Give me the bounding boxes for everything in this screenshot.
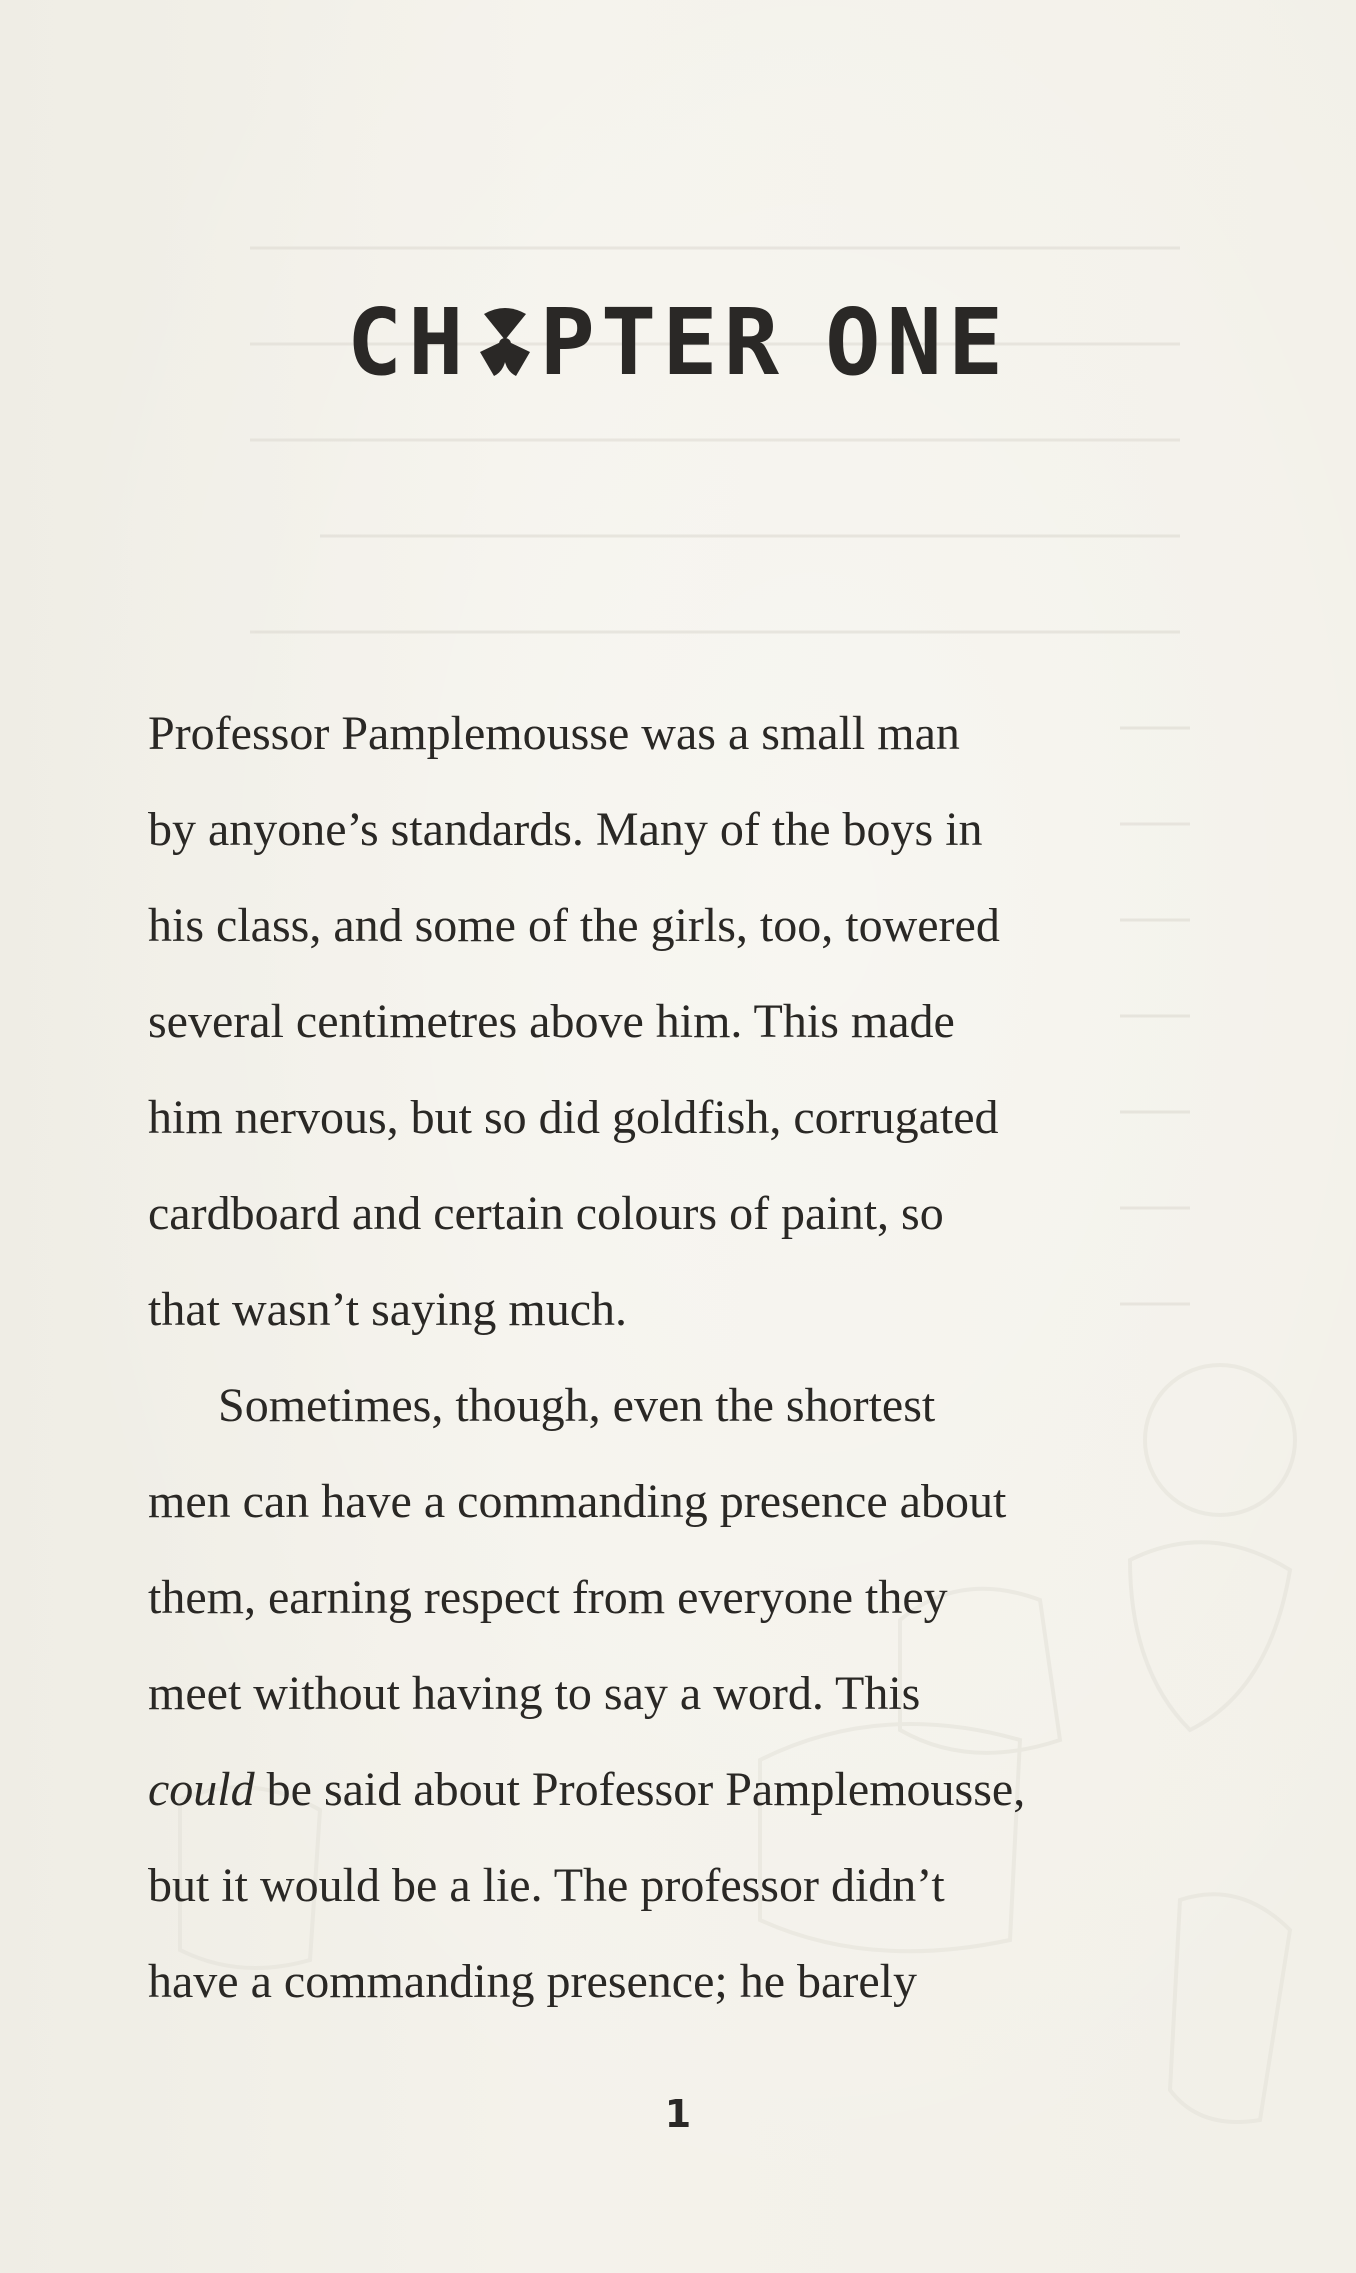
text-line: that wasn’t saying much. bbox=[148, 1283, 628, 1336]
text-line: Sometimes, though, even the shortest bbox=[218, 1379, 936, 1432]
text-line: several centimetres above him. This made bbox=[148, 995, 955, 1048]
text-line: him nervous, but so did goldfish, corrugated bbox=[148, 1091, 999, 1144]
italic-word: could bbox=[148, 1763, 255, 1816]
text-line-rest: be said about Professor Pamplemousse, bbox=[254, 1763, 1026, 1816]
chapter-title-part-pter: PTER bbox=[539, 289, 786, 396]
page-number: 1 bbox=[664, 2092, 692, 2136]
hazard-trefoil-icon bbox=[470, 300, 540, 380]
text-line: men can have a commanding presence about bbox=[148, 1475, 1007, 1528]
paragraph-2 bbox=[148, 1358, 1188, 2030]
text-line: Professor Pamplemousse was a small man bbox=[148, 707, 960, 760]
body-text bbox=[148, 686, 1188, 2030]
chapter-title-part-ch: CH bbox=[346, 289, 470, 396]
text-line: them, earning respect from everyone they bbox=[148, 1571, 948, 1624]
paragraph-1 bbox=[148, 686, 1188, 1358]
chapter-word bbox=[347, 288, 785, 398]
text-line: but it would be a lie. The professor didn’t bbox=[148, 1859, 945, 1912]
text-line: meet without having to say a word. This bbox=[148, 1667, 921, 1720]
chapter-title bbox=[0, 288, 1356, 398]
text-line: cardboard and certain colours of paint, so bbox=[148, 1187, 944, 1240]
text-line: his class, and some of the girls, too, towered bbox=[148, 899, 1000, 952]
text-line: have a commanding presence; he barely bbox=[148, 1955, 917, 2008]
chapter-number-word: ONE bbox=[825, 289, 1010, 396]
text-line: by anyone’s standards. Many of the boys in bbox=[148, 803, 983, 856]
text-line bbox=[148, 1742, 1188, 1838]
